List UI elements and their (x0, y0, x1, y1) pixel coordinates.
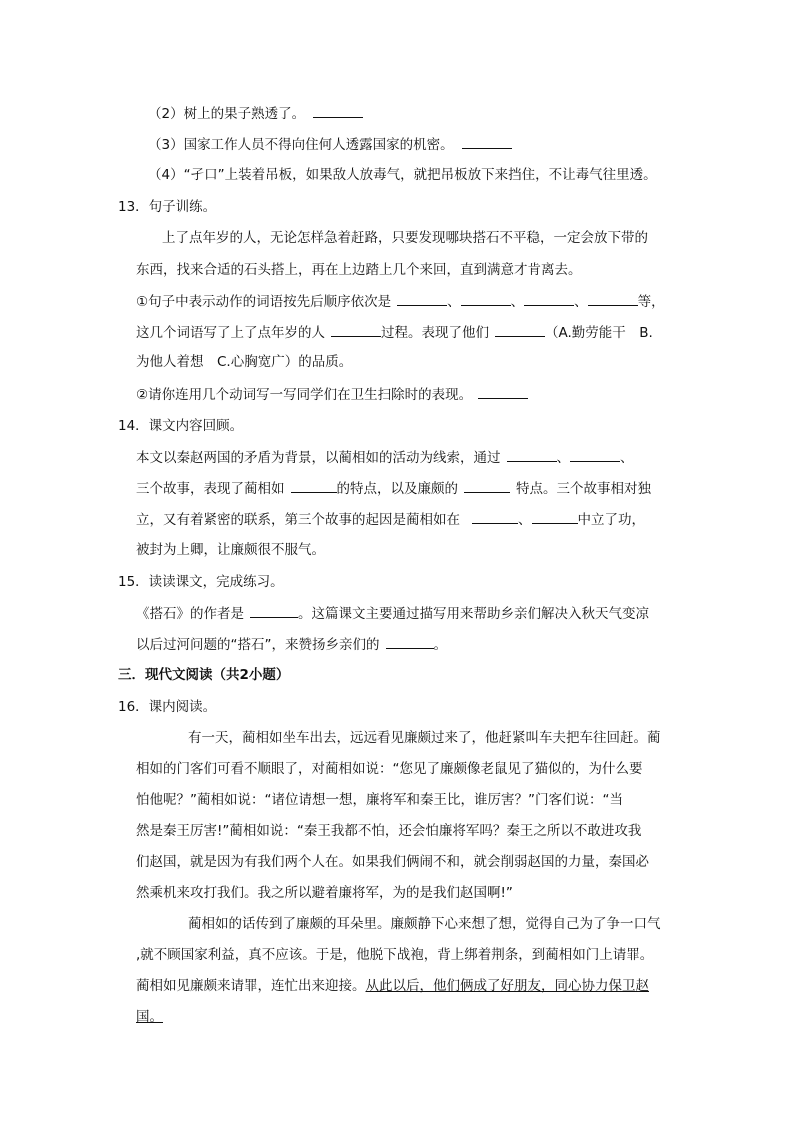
q16-title: 16．课内阅读。 (118, 699, 217, 715)
q16-paragraph-line: 相如的门客们可看不顺眼了，对蔺相如说：“您见了廉颇像老鼠见了猫似的，为什么要 (136, 761, 643, 777)
q16-paragraph-line: 然乘机来攻打我们。我之所以避着廉将军，为的是我们赵国啊!” (136, 885, 513, 901)
answer-blank[interactable] (462, 134, 512, 149)
q16-paragraph-line: ,就不顾国家利益，真不应该。于是，他脱下战袍，背上绑着荆条，到蔺相如门上请罪。 (136, 947, 654, 963)
underlined-sentence: 从此以后，他们俩成了好朋友，同心协力保卫赵 (365, 978, 649, 994)
answer-blank[interactable] (588, 291, 638, 306)
answer-blank[interactable] (461, 291, 511, 306)
q13-sub2-line: ②请你连用几个动词写一写同学们在卫生扫除时的表现。 (136, 384, 528, 405)
q15-line: 《搭石》的作者是 。这篇课文主要通过描写用来帮助乡亲们解决入秋天气变凉 (136, 603, 649, 624)
answer-blank[interactable] (291, 478, 337, 493)
q16-paragraph-line: 怕他呢？”蔺相如说：“诸位请想一想，廉将军和秦王比，谁厉害？”门客们说：“当 (136, 792, 623, 808)
q12-item-4: （4）“孑口”上装着吊板，如果敌人放毒气，就把吊板放下来挡住，不让毒气往里透。 (148, 167, 657, 183)
q14-title: 14．课文内容回顾。 (118, 418, 244, 434)
q13-passage-line: 东西，找来合适的石头搭上，再在上边踏上几个来回，直到满意才肯离去。 (136, 262, 582, 278)
answer-blank[interactable] (524, 291, 574, 306)
underlined-sentence: 国。 (136, 1009, 163, 1025)
q12-item-2: （2）树上的果子熟透了。 (148, 103, 363, 124)
answer-blank[interactable] (478, 384, 528, 399)
q16-paragraph-line: 蔺相如的话传到了廉颇的耳朵里。廉颇静下心来想了想，觉得自己为了争一口气 (188, 916, 661, 932)
q16-paragraph-line: 然是秦王厉害!”蔺相如说：“秦王我都不怕，还会怕廉将军吗？秦王之所以不敢进攻我 (136, 823, 642, 839)
q14-line: 本文以秦赵两国的矛盾为背景，以蔺相如的活动为线索，通过 、 、 (136, 447, 634, 468)
q16-paragraph-line: 们赵国，就是因为有我们两个人在。如果我们俩闹不和，就会削弱赵国的力量，秦国必 (136, 854, 649, 870)
q15-line: 以后过河问题的“搭石”，来赞扬乡亲们的 。 (136, 634, 447, 655)
answer-blank[interactable] (397, 291, 447, 306)
answer-blank[interactable] (331, 322, 381, 337)
q16-paragraph-line: 有一天，蔺相如坐车出去，远远看见廉颇过来了，他赶紧叫车夫把车往回赶。蔺 (188, 730, 661, 746)
q12-item-3: （3）国家工作人员不得向住何人透露国家的机密。 (148, 134, 512, 155)
answer-blank[interactable] (464, 478, 510, 493)
answer-blank[interactable] (495, 322, 545, 337)
answer-blank[interactable] (570, 447, 620, 462)
answer-blank[interactable] (250, 603, 298, 618)
answer-blank[interactable] (386, 634, 434, 649)
q13-title: 13．句子训练。 (118, 199, 217, 215)
q14-line: 三个故事，表现了蔺相如 的特点，以及廉颇的 特点。三个故事相对独 (136, 478, 651, 499)
q13-sub1-line: 这几个词语写了上了点年岁的人 过程。表现了他们 （A.勤劳能干 B. (136, 322, 653, 343)
q13-passage-line: 上了点年岁的人，无论怎样急着赶路，只要发现哪块搭石不平稳，一定会放下带的 (162, 230, 648, 246)
answer-blank[interactable] (313, 103, 363, 118)
answer-blank[interactable] (472, 509, 518, 524)
q13-sub1-line: ①句子中表示动作的词语按先后顺序依次是 、 、 、 等， (136, 291, 665, 312)
answer-blank[interactable] (507, 447, 557, 462)
q16-paragraph-line: 蔺相如见廉颇来请罪，连忙出来迎接。从此以后，他们俩成了好朋友，同心协力保卫赵 (136, 978, 649, 994)
section-heading: 三．现代文阅读（共2小题） (118, 667, 290, 683)
q14-line: 立，又有着紧密的联系，第三个故事的起因是蔺相如在 、 中立了功， (136, 509, 645, 530)
q14-line: 被封为上卿，让廉颇很不服气。 (136, 542, 325, 558)
q15-title: 15．读读课文，完成练习。 (118, 574, 284, 590)
q13-sub1-line: 为他人着想 C.心胸宽广）的品质。 (136, 354, 353, 370)
answer-blank[interactable] (532, 509, 578, 524)
